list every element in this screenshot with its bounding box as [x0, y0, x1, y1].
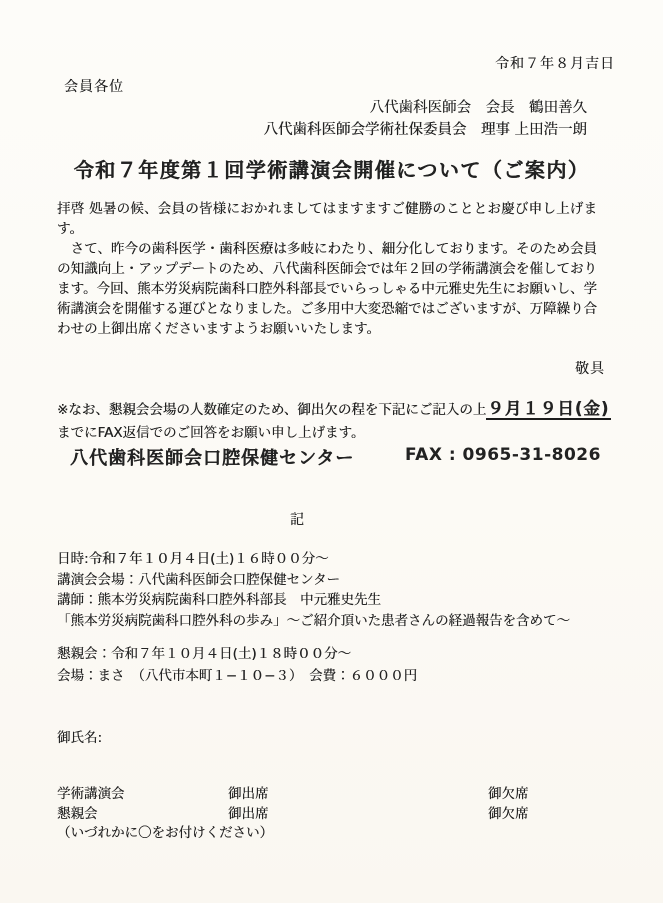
sender-director-line: 八代歯科医師会学術社保委員会 理事 上田浩一朗 — [263, 122, 587, 138]
social-datetime: 懇親会：令和７年１０月４日(土)１８時００分～ — [57, 646, 352, 662]
lecture-title-line: 「熊本労災病院歯科口腔外科の歩み」～ご紹介頂いた患者さんの経過報告を含めて～ — [57, 612, 570, 629]
closing-keigu: 敬具 — [575, 361, 605, 377]
document-title: 令和７年度第１回学術講演会開催について（ご案内） — [73, 158, 590, 182]
attendance-event-label: 学術講演会 — [57, 786, 125, 802]
lecture-venue: 講演会会場：八代歯科医師会口腔保健センター — [57, 571, 340, 588]
circle-instruction: （いづれかに〇をお付けください） — [57, 825, 273, 841]
attendance-absent-option: 御欠席 — [488, 786, 529, 802]
lecture-details-block — [57, 549, 570, 631]
sender-block — [263, 97, 587, 141]
fax-center-name: 八代歯科医師会口腔保健センター — [70, 448, 355, 469]
reply-deadline: ９月１９日(金) — [487, 399, 610, 418]
lecture-datetime: 日時:令和７年１０月４日(土)１６時００分～ — [57, 551, 329, 567]
recipient-line: 会員各位 — [64, 79, 124, 95]
reply-note — [57, 397, 637, 445]
reply-note-suffix: までにFAX返信でのご回答をお願い申し上げます。 — [57, 425, 365, 441]
attendance-row-lecture — [57, 782, 529, 802]
date-line: 令和７年８月吉日 — [495, 56, 615, 72]
social-gathering-block — [57, 644, 417, 687]
sender-president-line: 八代歯科医師会 会長 鶴田善久 — [369, 100, 587, 116]
fax-number: FAX : 0965-31-8026 — [405, 445, 601, 465]
attendance-present-option: 御出席 — [228, 786, 269, 802]
attendance-absent-option: 御欠席 — [488, 806, 529, 822]
lecture-speaker: 講師：熊本労災病院歯科口腔外科部長 中元雅史先生 — [57, 592, 381, 608]
name-field-label: 御氏名: — [57, 730, 103, 746]
attendance-present-option: 御出席 — [228, 806, 269, 822]
record-marker-ki: 記 — [290, 512, 304, 528]
body-paragraph-main: さて、昨今の歯科医学・歯科医療は多岐にわたり、細分化しております。そのため会員の知識向上・アップデートのため、八代歯科医師会では年２回の学術講演会を催しております。今回、熊本労災病院歯科口腔外科部長でいらっしゃる中元雅史先生にお願いし、学術講演会を開催する運びとなりました。ご多用中大変恐縮ではございますが、万障繰り合わせの上御出席くださいますようお願いいたします。 — [57, 241, 597, 337]
body-text — [57, 199, 597, 339]
body-paragraph-greeting: 拝啓 処暑の候、会員の皆様におかれましてはますますご健勝のこととお慶び申し上げます。 — [57, 201, 597, 237]
attendance-table — [57, 782, 529, 822]
attendance-event-label: 懇親会 — [57, 806, 98, 822]
reply-note-prefix: ※なお、懇親会会場の人数確定のため、御出欠の程を下記にご記入の上 — [57, 402, 487, 418]
attendance-row-social — [57, 802, 529, 822]
social-venue-fee: 会場：まさ （八代市本町１−１０−３） 会費：６０００円 — [57, 667, 418, 684]
